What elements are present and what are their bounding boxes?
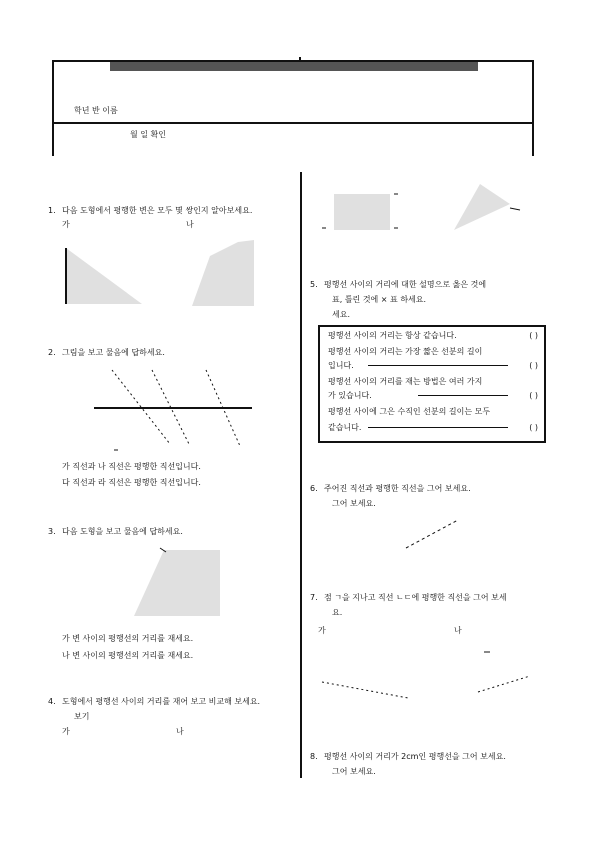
q4-rectangle	[334, 194, 390, 230]
q5-continuation: 세요.	[332, 310, 350, 319]
q4-number: 4.	[48, 697, 56, 706]
q5-number: 5.	[310, 280, 318, 289]
q6-text: 주어진 직선과 평행한 직선을 그어 보세요.	[324, 484, 471, 493]
q3-answer-1: 가 변 사이의 평행선의 거리를 재세요.	[62, 634, 194, 643]
q4-figure-triangle	[448, 180, 528, 236]
q1-figure-b	[190, 238, 260, 308]
q4-triangle-mark	[510, 208, 520, 210]
q2-answer-2: 다 직선과 라 직선은 평행한 직선입니다.	[62, 478, 201, 487]
q7-text: 점 ㄱ을 지나고 직선 ㄴㄷ에 평행한 직선을 그어 보세	[324, 593, 507, 602]
q1-triangle-a	[66, 248, 142, 304]
q7-number: 7.	[310, 593, 318, 602]
q4-label-a: 가	[62, 727, 70, 736]
q4-text: 도형에서 평행선 사이의 거리를 재어 보고 비교해 보세요.	[62, 697, 261, 706]
q5-row-3-leader	[368, 365, 508, 366]
q6-given-line	[406, 520, 458, 548]
q3-number: 3.	[48, 527, 56, 536]
header-left-border	[52, 60, 54, 156]
q5-row-2	[328, 347, 538, 356]
q5-row-3	[328, 361, 538, 370]
header-right-border	[532, 60, 534, 156]
q4-label-b: 나	[176, 727, 184, 736]
header-box	[52, 60, 534, 156]
header-middle-border	[52, 122, 534, 124]
q7-continuation: 요.	[332, 608, 343, 617]
q5-row-3-text: 입니다.	[328, 361, 354, 370]
name-label: 학년 반 이름	[74, 106, 118, 115]
q4-continuation: 보기	[74, 712, 90, 721]
q5-row-1-text: 평행선 사이의 거리는 항상 같습니다.	[328, 331, 457, 340]
q3-text: 다음 도형을 보고 물음에 답하세요.	[62, 527, 183, 536]
q3-figure	[120, 544, 240, 624]
q2-figure	[90, 366, 260, 456]
q7-label-b: 나	[454, 626, 462, 635]
q5-row-1	[328, 331, 538, 340]
q5-row-5-text: 가 있습니다.	[328, 391, 372, 400]
q4-figure-rect	[322, 188, 402, 238]
q5-row-7-text: 같습니다.	[328, 423, 362, 432]
q5-row-7	[328, 423, 538, 432]
q8-text: 평행선 사이의 거리가 2cm인 평행선을 그어 보세요.	[324, 752, 506, 761]
q7-figure-a	[318, 676, 428, 706]
q1-number: 1.	[48, 206, 56, 215]
q5-row-5-leader	[418, 395, 508, 396]
q1-figure-a	[60, 240, 150, 310]
q6-figure	[400, 514, 480, 554]
q3-trapezoid	[134, 550, 220, 616]
q5-row-4-text: 평행선 사이의 거리를 재는 방법은 여러 가지	[328, 377, 483, 386]
q1-label-b: 나	[186, 220, 194, 229]
q5-row-5-mark: ( )	[529, 391, 538, 400]
q1-label-a: 가	[62, 220, 70, 229]
q5-row-3-mark: ( )	[529, 361, 538, 370]
q5-statement-box	[318, 325, 546, 443]
worksheet-title-bar	[110, 62, 478, 71]
q5-row-7-mark: ( )	[529, 423, 538, 432]
date-label: 월 일 확인	[130, 130, 166, 139]
q6-number: 6.	[310, 484, 318, 493]
column-divider	[300, 172, 302, 778]
q5-row-5	[328, 391, 538, 400]
q7-label-a: 가	[318, 626, 326, 635]
q7-line-b	[478, 676, 530, 692]
q5-row-2-text: 평행선 사이의 거리는 가장 짧은 선분의 길이	[328, 347, 483, 356]
q5-row-4	[328, 377, 538, 386]
q1-text: 다음 도형에서 평행한 변은 모두 몇 쌍인지 알아보세요.	[62, 206, 253, 215]
q3-answer-2: 나 변 사이의 평행선의 거리를 재세요.	[62, 651, 194, 660]
q5-row-6-text: 평행선 사이에 그은 수직인 선분의 길이는 모두	[328, 407, 491, 416]
q8-number: 8.	[310, 752, 318, 761]
title-tick	[299, 57, 301, 62]
q2-number: 2.	[48, 348, 56, 357]
q8-continuation: 그어 보세요.	[332, 767, 376, 776]
q5-text-1: 평행선 사이의 거리에 대한 설명으로 옳은 것에	[324, 280, 487, 289]
q4-triangle	[454, 184, 510, 230]
q5-row-7-leader	[368, 427, 508, 428]
q2-answer-1: 가 직선과 나 직선은 평행한 직선입니다.	[62, 462, 201, 471]
q6-continuation: 그어 보세요.	[332, 499, 376, 508]
q7-figure-b	[470, 646, 540, 696]
q5-text-2: 표, 틀린 것에 × 표 하세요.	[332, 295, 427, 304]
q5-row-1-mark: ( )	[529, 331, 538, 340]
q7-line-a	[322, 682, 408, 698]
q2-text: 그림을 보고 물음에 답하세요.	[62, 348, 165, 357]
q1-shape-b	[192, 240, 254, 306]
q5-row-6	[328, 407, 538, 416]
